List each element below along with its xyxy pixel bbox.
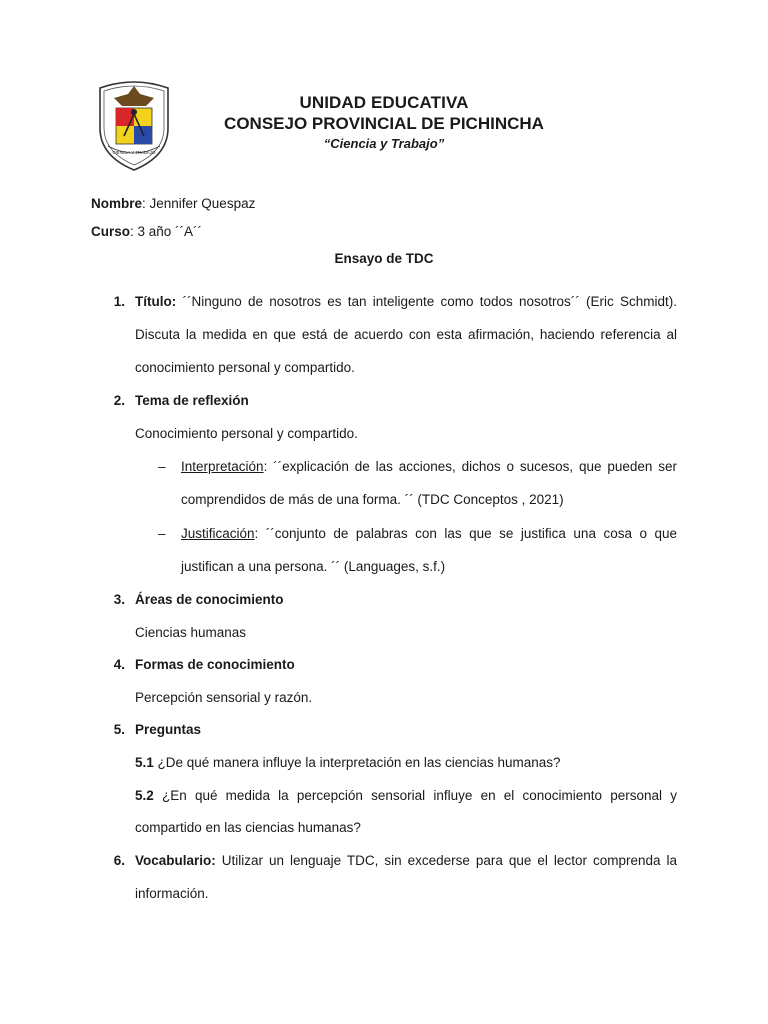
item-number: 6. (113, 853, 125, 868)
item-1-line2: Discuta la medida en que está de acuerdo con esta afirmación, haciendo referencia al (135, 327, 677, 342)
item-number: 3. (113, 592, 125, 607)
course-value: : 3 año ´´A´´ (130, 224, 203, 239)
school-name-line2: CONSEJO PROVINCIAL DE PICHINCHA (224, 114, 544, 133)
question-5-2-line1 (135, 787, 677, 805)
name-label: Nombre (91, 196, 143, 211)
bullet-dash: – (158, 526, 166, 541)
item-6-line1 (135, 852, 677, 870)
item-number: 4. (113, 657, 125, 672)
student-name-row (91, 195, 255, 213)
item-5-label: Preguntas (135, 722, 202, 737)
bullet-2-text: : ´´conjunto de palabras con las que se justifica una cosa o que (254, 526, 677, 541)
student-course-row (91, 223, 202, 241)
name-value: : Jennifer Quespaz (142, 196, 256, 211)
document-title: Ensayo de TDC (334, 251, 434, 266)
item-number: 1. (113, 294, 125, 309)
item-6-label: Vocabulario: (135, 853, 216, 868)
bullet-2-line1 (181, 525, 677, 543)
question-5-2-text: ¿En qué medida la percepción sensorial influye en el conocimiento personal y (153, 788, 677, 803)
bullet-1-line2: comprendidos de más de una forma. ´´ (TDC Conceptos , 2021) (181, 492, 564, 507)
item-6-text: Utilizar un lenguaje TDC, sin excederse para que el lector comprenda la (215, 853, 677, 868)
school-motto: “Ciencia y Trabajo” (323, 136, 445, 151)
item-1-label: Título: (135, 294, 177, 309)
question-5-1-text: ¿De qué manera influye la interpretación en las ciencias humanas? (153, 755, 561, 770)
item-1-text: ´´Ninguno de nosotros es tan inteligente como todos nosotros´´ (Eric Schmidt). (176, 294, 677, 309)
item-4-body: Percepción sensorial y razón. (135, 690, 313, 705)
bullet-2-line2: justifican a una persona. ´´ (Languages, s.f.) (181, 559, 446, 574)
question-5-1 (135, 754, 561, 772)
bullet-1-term: Interpretación (181, 459, 264, 474)
item-6-line2: información. (135, 886, 209, 901)
item-number: 5. (113, 722, 125, 737)
bullet-1-text: : ´´explicación de las acciones, dichos o sucesos, que pueden ser (263, 459, 677, 474)
item-3-label: Áreas de conocimiento (135, 592, 284, 607)
item-1-line3: conocimiento personal y compartido. (135, 360, 355, 375)
course-label: Curso (91, 224, 131, 239)
school-name-line1: UNIDAD EDUCATIVA (299, 93, 469, 112)
question-5-2-line2: compartido en las ciencias humanas? (135, 820, 361, 835)
item-4-label: Formas de conocimiento (135, 657, 295, 672)
question-5-2-number: 5.2 (135, 788, 154, 803)
bullet-2-term: Justificación (181, 526, 255, 541)
item-number: 2. (113, 393, 125, 408)
item-3-body: Ciencias humanas (135, 625, 247, 640)
item-2-label: Tema de reflexión (135, 393, 249, 408)
item-2-body: Conocimiento personal y compartido. (135, 426, 358, 441)
svg-text:CIENCIA Y TRABAJO: CIENCIA Y TRABAJO (112, 150, 156, 155)
bullet-dash: – (158, 459, 166, 474)
bullet-1-line1 (181, 458, 677, 476)
question-5-1-number: 5.1 (135, 755, 154, 770)
item-1-line1 (135, 293, 677, 311)
